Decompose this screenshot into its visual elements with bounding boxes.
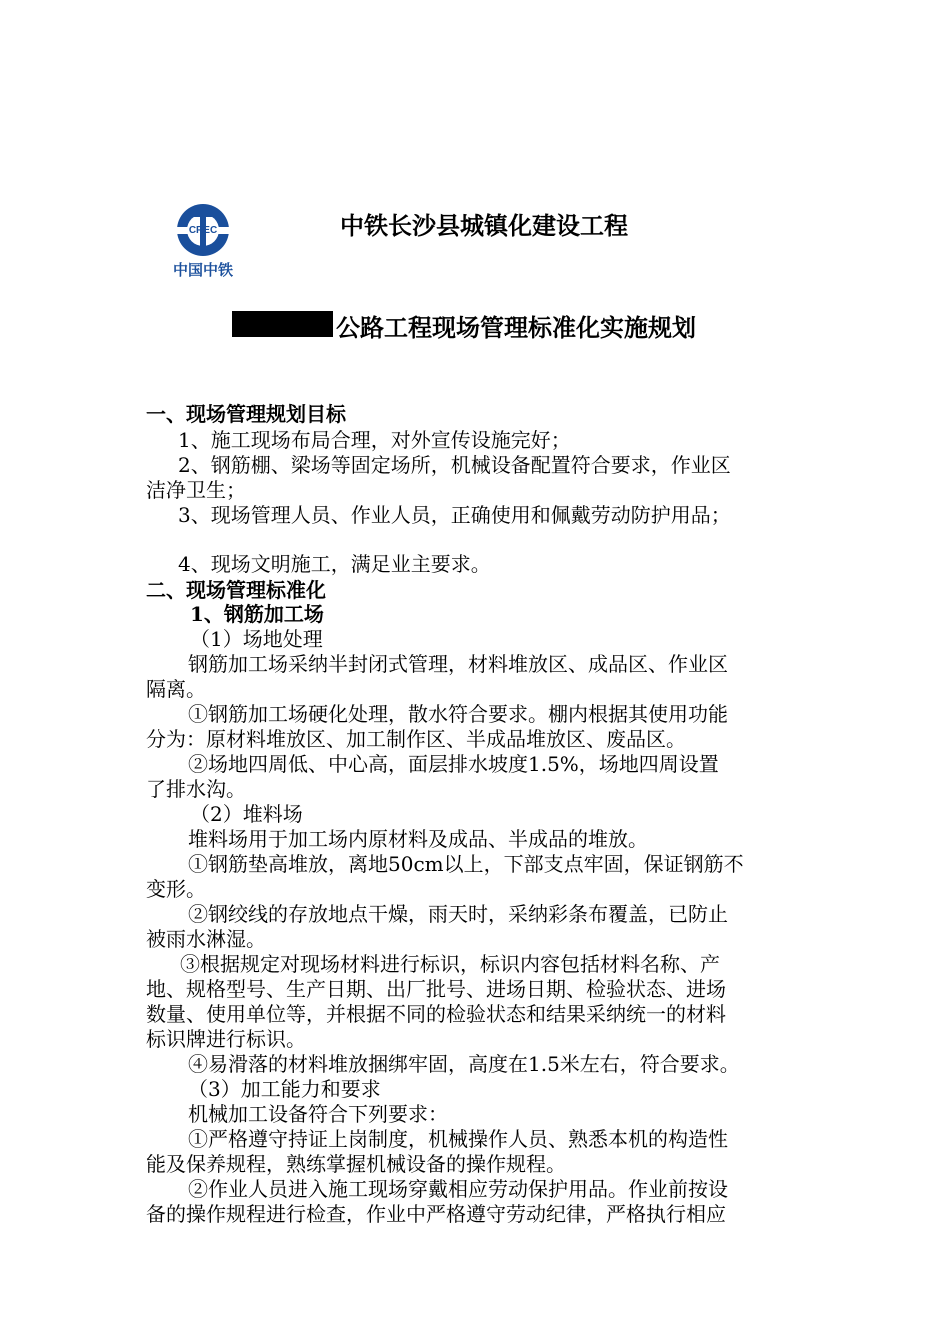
goal-item-4: 4、现场文明施工，满足业主要求。 bbox=[178, 552, 491, 576]
section-heading-2: 二、现场管理标准化 bbox=[146, 578, 326, 602]
paragraph-line: 标识牌进行标识。 bbox=[146, 1027, 306, 1051]
crec-logo bbox=[160, 200, 246, 282]
paragraph-line: 隔离。 bbox=[146, 677, 206, 701]
goal-item-3: 3、现场管理人员、作业人员，正确使用和佩戴劳动防护用品； bbox=[178, 503, 731, 527]
paragraph-line: ①严格遵守持证上岗制度，机械操作人员、熟悉本机的构造性 bbox=[188, 1127, 728, 1151]
paragraph-line: ③根据规定对现场材料进行标识，标识内容包括材料名称、产 bbox=[180, 952, 720, 976]
paragraph-line: 地、规格型号、生产日期、出厂批号、进场日期、检验状态、进场 bbox=[146, 977, 726, 1001]
org-title: 中铁长沙县城镇化建设工程 bbox=[340, 211, 628, 240]
paragraph-line: ②作业人员进入施工现场穿戴相应劳动保护用品。作业前按设 bbox=[188, 1177, 728, 1201]
goal-item-2-cont: 洁净卫生； bbox=[146, 478, 246, 502]
logo-text: 中国中铁 bbox=[172, 261, 234, 279]
paragraph-line: ①钢筋加工场硬化处理，散水符合要求。棚内根据其使用功能 bbox=[188, 702, 728, 726]
paragraph-line: 被雨水淋湿。 bbox=[146, 927, 266, 951]
paragraph-line: 备的操作规程进行检查，作业中严格遵守劳动纪律，严格执行相应 bbox=[146, 1202, 726, 1226]
redaction-bar bbox=[232, 311, 333, 337]
paragraph-line: ②场地四周低、中心高，面层排水坡度1.5%，场地四周设置 bbox=[188, 752, 719, 776]
paragraph-line: 堆料场用于加工场内原材料及成品、半成品的堆放。 bbox=[188, 827, 648, 851]
paragraph-line: 钢筋加工场采纳半封闭式管理，材料堆放区、成品区、作业区 bbox=[188, 652, 728, 676]
logo-mark: CREC bbox=[188, 225, 218, 236]
item-heading-2: （2）堆料场 bbox=[190, 802, 303, 826]
subsection-heading: 1、钢筋加工场 bbox=[190, 602, 324, 626]
goal-item-2: 2、钢筋棚、梁场等固定场所，机械设备配置符合要求，作业区 bbox=[178, 453, 731, 477]
paragraph-line: 变形。 bbox=[146, 877, 206, 901]
paragraph-line: 能及保养规程，熟练掌握机械设备的操作规程。 bbox=[146, 1152, 566, 1176]
paragraph-line: 了排水沟。 bbox=[146, 777, 246, 801]
paragraph-line: ②钢绞线的存放地点干燥，雨天时，采纳彩条布覆盖，已防止 bbox=[188, 902, 728, 926]
item-heading-1: （1）场地处理 bbox=[190, 627, 323, 651]
goal-item-1: 1、施工现场布局合理，对外宣传设施完好； bbox=[178, 428, 571, 452]
doc-title: 公路工程现场管理标准化实施规划 bbox=[336, 313, 696, 342]
item-heading-3: （3）加工能力和要求 bbox=[188, 1077, 381, 1101]
paragraph-line: ④易滑落的材料堆放捆绑牢固，高度在1.5米左右，符合要求。 bbox=[188, 1052, 740, 1076]
paragraph-line: 分为：原材料堆放区、加工制作区、半成品堆放区、废品区。 bbox=[146, 727, 686, 751]
paragraph-line: 机械加工设备符合下列要求： bbox=[188, 1102, 448, 1126]
section-heading-1: 一、现场管理规划目标 bbox=[146, 402, 346, 426]
paragraph-line: 数量、使用单位等，并根据不同的检验状态和结果采纳统一的材料 bbox=[146, 1002, 726, 1026]
paragraph-line: ①钢筋垫高堆放，离地50cm以上，下部支点牢固，保证钢筋不 bbox=[188, 852, 744, 876]
